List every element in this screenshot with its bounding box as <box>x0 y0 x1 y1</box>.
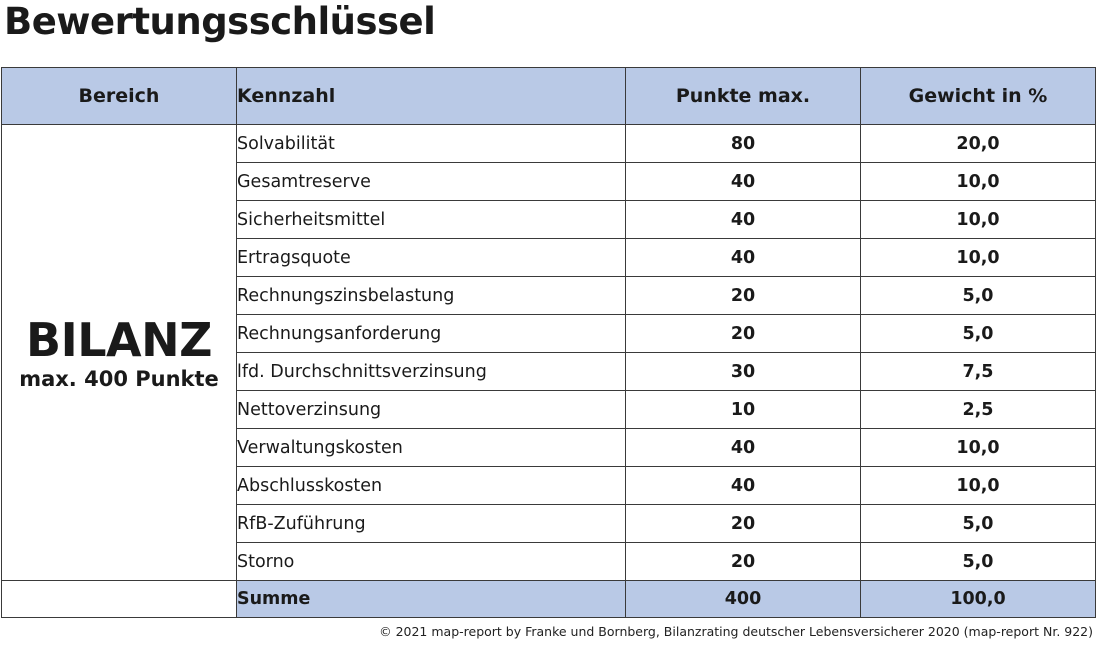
sum-empty-cell <box>2 581 237 618</box>
sum-label: Summe <box>237 581 626 618</box>
gewicht-cell: 5,0 <box>861 543 1096 581</box>
table-row <box>2 125 1096 163</box>
table-header-row <box>2 68 1096 125</box>
gewicht-cell: 10,0 <box>861 467 1096 505</box>
punkte-cell: 10 <box>626 391 861 429</box>
gewicht-cell: 10,0 <box>861 163 1096 201</box>
kennzahl-cell: Gesamtreserve <box>237 163 626 201</box>
gewicht-cell: 5,0 <box>861 277 1096 315</box>
gewicht-cell: 10,0 <box>861 239 1096 277</box>
gewicht-cell: 5,0 <box>861 505 1096 543</box>
punkte-cell: 40 <box>626 163 861 201</box>
kennzahl-cell: Rechnungszinsbelastung <box>237 277 626 315</box>
gewicht-cell: 20,0 <box>861 125 1096 163</box>
gewicht-cell: 10,0 <box>861 429 1096 467</box>
punkte-cell: 40 <box>626 201 861 239</box>
punkte-cell: 20 <box>626 505 861 543</box>
punkte-cell: 30 <box>626 353 861 391</box>
punkte-cell: 20 <box>626 543 861 581</box>
punkte-cell: 40 <box>626 429 861 467</box>
gewicht-cell: 5,0 <box>861 315 1096 353</box>
kennzahl-cell: Rechnungsanforderung <box>237 315 626 353</box>
kennzahl-cell: Nettoverzinsung <box>237 391 626 429</box>
gewicht-cell: 10,0 <box>861 201 1096 239</box>
header-bereich: Bereich <box>2 68 237 125</box>
gewicht-cell: 2,5 <box>861 391 1096 429</box>
kennzahl-cell: Abschlusskosten <box>237 467 626 505</box>
kennzahl-cell: Ertragsquote <box>237 239 626 277</box>
punkte-cell: 20 <box>626 277 861 315</box>
bereich-subtitle: max. 400 Punkte <box>19 366 219 391</box>
header-gewicht: Gewicht in % <box>861 68 1096 125</box>
kennzahl-cell: Sicherheitsmittel <box>237 201 626 239</box>
kennzahl-cell: Storno <box>237 543 626 581</box>
bereich-cell <box>2 125 237 581</box>
gewicht-cell: 7,5 <box>861 353 1096 391</box>
copyright-note: © 2021 map-report by Franke und Bornberg, Bilanzrating deutscher Lebensversicherer 2020 (map-report Nr. 922) <box>379 624 1093 639</box>
punkte-cell: 20 <box>626 315 861 353</box>
kennzahl-cell: Verwaltungskosten <box>237 429 626 467</box>
header-kennzahl: Kennzahl <box>237 68 626 125</box>
sum-gewicht: 100,0 <box>861 581 1096 618</box>
kennzahl-cell: lfd. Durchschnittsverzinsung <box>237 353 626 391</box>
punkte-cell: 40 <box>626 467 861 505</box>
score-table <box>1 67 1096 618</box>
punkte-cell: 40 <box>626 239 861 277</box>
sum-row <box>2 581 1096 618</box>
header-punkte: Punkte max. <box>626 68 861 125</box>
bereich-name: BILANZ <box>26 312 212 367</box>
punkte-cell: 80 <box>626 125 861 163</box>
kennzahl-cell: Solvabilität <box>237 125 626 163</box>
sum-punkte: 400 <box>626 581 861 618</box>
page-title: Bewertungsschlüssel <box>4 0 436 43</box>
kennzahl-cell: RfB-Zuführung <box>237 505 626 543</box>
